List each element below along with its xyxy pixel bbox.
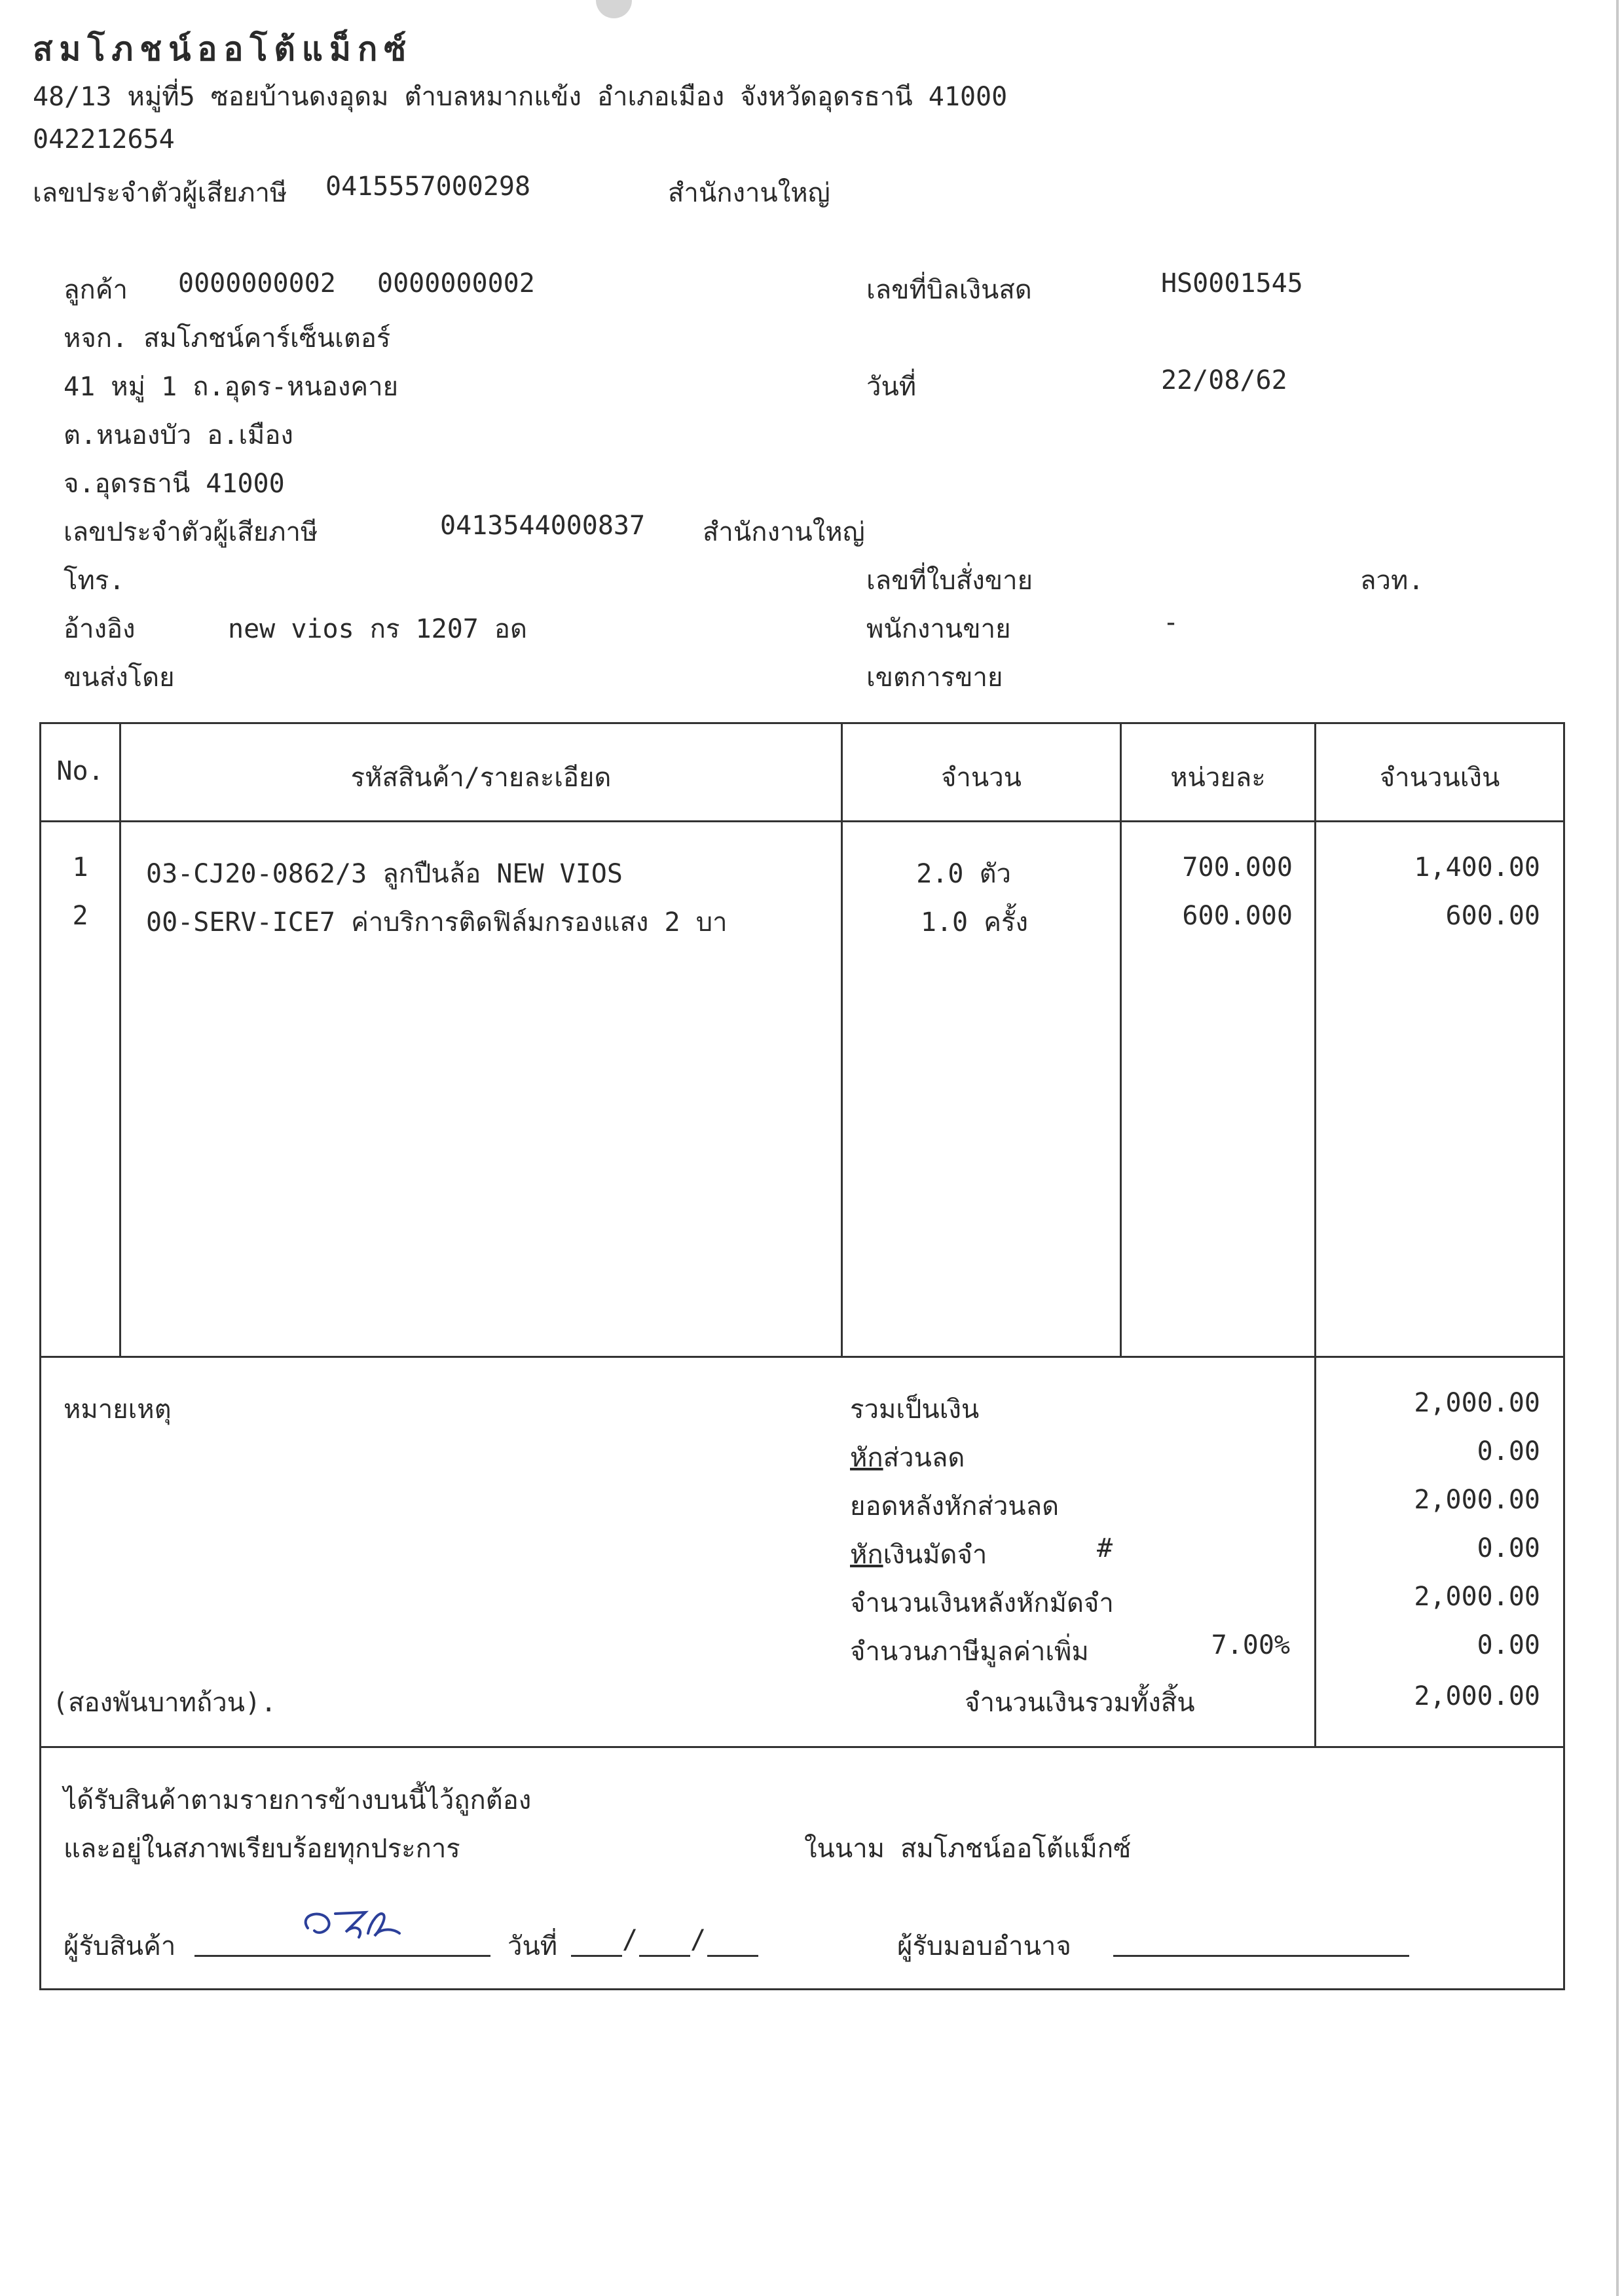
- row-no: 1: [72, 852, 88, 883]
- table-header-bottom: [39, 820, 1565, 822]
- customer-address-2: ต.หนองบัว อ.เมือง: [64, 420, 293, 450]
- bill-date-label: วันที่: [866, 372, 917, 402]
- reference-value: new vios กร 1207 อด: [228, 614, 527, 644]
- bill-number: HS0001545: [1161, 268, 1303, 299]
- seller-tax-id: 0415557000298: [325, 172, 531, 202]
- vat-value: 0.00: [1477, 1630, 1540, 1660]
- authorized-signature-line: [1113, 1933, 1409, 1957]
- on-behalf-of: ในนาม สมโภชน์ออโต้แม็กซ์: [804, 1834, 1132, 1864]
- header-amount: จำนวนเงิน: [1379, 763, 1500, 793]
- subtotal-label: รวมเป็นเงิน: [850, 1394, 980, 1425]
- vat-label: จำนวนภาษีมูลค่าเพิ่ม: [850, 1637, 1089, 1667]
- receive-date-month: [639, 1933, 690, 1957]
- row-no: 2: [72, 901, 88, 931]
- customer-tax-id: 0413544000837: [440, 511, 646, 541]
- total-label: จำนวนเงินรวมทั้งสิ้น: [965, 1688, 1195, 1718]
- customer-name: หจก. สมโภชน์คาร์เซ็นเตอร์: [64, 323, 391, 354]
- sales-zone-label: เขตการขาย: [866, 663, 1003, 693]
- row-amount: 600.00: [1445, 901, 1540, 931]
- footer-bottom: [39, 1988, 1565, 1990]
- row-amount: 1,400.00: [1414, 852, 1540, 883]
- customer-code-2: 0000000002: [377, 268, 535, 299]
- seller-name: สมโภชน์ออโต้แม็กซ์: [33, 29, 413, 68]
- vat-rate: 7.00%: [1211, 1630, 1290, 1660]
- deposit-label: [850, 1533, 987, 1575]
- bill-number-label: เลขที่บิลเงินสด: [866, 275, 1032, 305]
- header-description: รหัสสินค้า/รายละเอียด: [350, 763, 612, 793]
- scan-edge-line: [1616, 0, 1619, 2296]
- total-value: 2,000.00: [1414, 1681, 1540, 1711]
- col-divider-2: [841, 722, 843, 1357]
- header-no: No.: [56, 756, 104, 786]
- customer-code-1: 0000000002: [178, 268, 336, 299]
- row-unit-price: 600.000: [1182, 901, 1293, 931]
- customer-label: ลูกค้า: [64, 275, 128, 305]
- salesperson-value: -: [1163, 608, 1179, 638]
- shipping-label: ขนส่งโดย: [64, 663, 175, 693]
- receive-date-label: วันที่: [507, 1931, 558, 1961]
- row-unit-price: 700.000: [1182, 852, 1293, 883]
- receiver-signature: [288, 1902, 413, 1954]
- remark-label: หมายเหตุ: [64, 1394, 172, 1425]
- received-line-2: และอยู่ในสภาพเรียบร้อยทุกประการ: [64, 1834, 460, 1864]
- header-unit-price: หน่วยละ: [1170, 763, 1266, 793]
- after-discount-value: 2,000.00: [1414, 1485, 1540, 1515]
- date-separator-2: /: [690, 1925, 707, 1955]
- customer-tax-label: เลขประจำตัวผู้เสียภาษี: [64, 517, 318, 547]
- customer-address-3: จ.อุดรธานี 41000: [64, 469, 285, 499]
- summary-bottom: [39, 1746, 1565, 1748]
- sales-order-label: เลขที่ใบสั่งขาย: [866, 566, 1033, 596]
- deposit-label-prefix: หัก: [850, 1540, 883, 1570]
- col-divider-3: [1120, 722, 1122, 1357]
- received-line-1: ได้รับสินค้าตามรายการข้างบนนี้ไว้ถูกต้อง: [64, 1785, 532, 1815]
- deposit-mark: #: [1097, 1533, 1113, 1563]
- receive-date-day: [571, 1933, 622, 1957]
- receiver-label: ผู้รับสินค้า: [64, 1931, 176, 1961]
- sales-order-value: ลวท.: [1360, 566, 1424, 596]
- discount-value: 0.00: [1477, 1436, 1540, 1467]
- table-items-bottom: [39, 1356, 1565, 1358]
- authorized-label: ผู้รับมอบอำนาจ: [897, 1931, 1071, 1961]
- row-quantity: 2.0 ตัว: [916, 859, 1011, 889]
- header-quantity: จำนวน: [940, 763, 1022, 793]
- reference-label: อ้างอิง: [64, 614, 136, 644]
- discount-label: [850, 1436, 965, 1478]
- deposit-value: 0.00: [1477, 1533, 1540, 1563]
- col-divider-1: [119, 722, 121, 1357]
- row-quantity: 1.0 ครั้ง: [920, 907, 1028, 938]
- discount-label-rest: ส่วนลด: [883, 1443, 965, 1473]
- amount-in-words: (สองพันบาทถ้วน).: [52, 1688, 277, 1718]
- date-separator-1: /: [622, 1925, 638, 1955]
- discount-label-prefix: หัก: [850, 1443, 883, 1473]
- seller-tax-label: เลขประจำตัวผู้เสียภาษี: [33, 178, 287, 208]
- row-description: 03-CJ20-0862/3 ลูกปืนล้อ NEW VIOS: [146, 859, 623, 889]
- table-right-border: [1563, 722, 1565, 1990]
- receive-date-year: [707, 1933, 758, 1957]
- seller-address: 48/13 หมู่ที่5 ซอยบ้านดงอุดม ตำบลหมากแข้ง อำเภอเมือง จังหวัดอุดรธานี 41000: [33, 82, 1008, 112]
- deposit-label-rest: เงินมัดจำ: [883, 1540, 987, 1570]
- seller-phone: 042212654: [33, 124, 175, 155]
- table-top-border: [39, 722, 1565, 724]
- after-discount-label: ยอดหลังหักส่วนลด: [850, 1491, 1060, 1522]
- after-deposit-label: จำนวนเงินหลังหักมัดจำ: [850, 1588, 1114, 1618]
- customer-address-1: 41 หมู่ 1 ถ.อุดร-หนองคาย: [64, 372, 399, 402]
- row-description: 00-SERV-ICE7 ค่าบริการติดฟิล์มกรองแสง 2 บา: [146, 907, 728, 938]
- salesperson-label: พนักงานขาย: [866, 614, 1011, 644]
- after-deposit-value: 2,000.00: [1414, 1582, 1540, 1612]
- bill-date: 22/08/62: [1161, 365, 1287, 395]
- customer-phone-label: โทร.: [64, 566, 125, 596]
- seller-branch: สำนักงานใหญ่: [668, 178, 830, 208]
- subtotal-value: 2,000.00: [1414, 1388, 1540, 1418]
- scan-speck: [596, 0, 632, 18]
- customer-branch: สำนักงานใหญ่: [703, 517, 865, 547]
